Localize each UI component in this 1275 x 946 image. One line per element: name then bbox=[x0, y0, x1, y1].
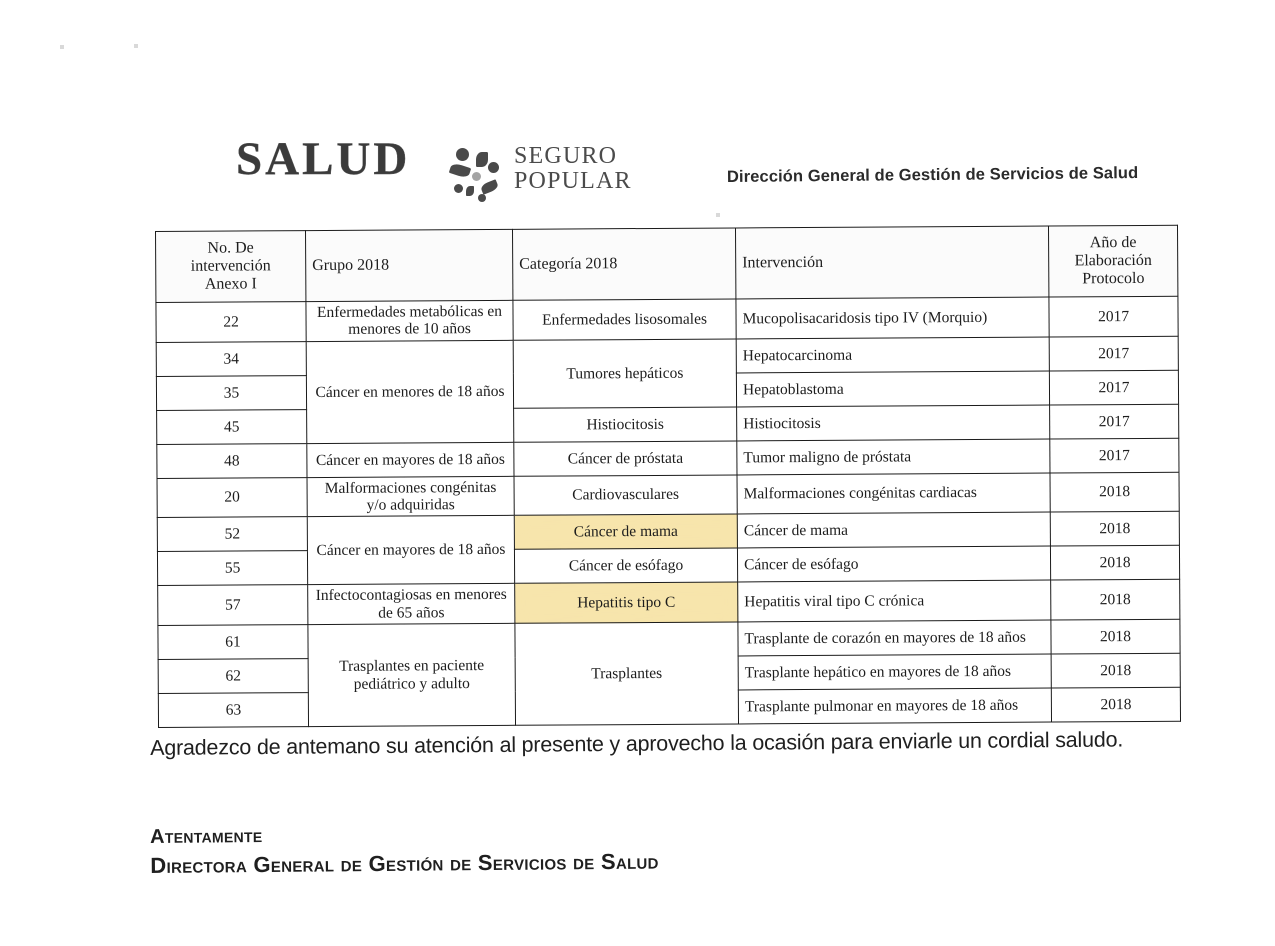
cell-numero-intervencion: 48 bbox=[157, 443, 307, 478]
cell-anio-protocolo: 2017 bbox=[1050, 438, 1179, 473]
header-numero-line1: No. De bbox=[207, 239, 254, 257]
column-header-intervencion: Intervención bbox=[735, 226, 1048, 299]
cell-numero-intervencion: 57 bbox=[158, 585, 308, 626]
cell-anio-protocolo: 2018 bbox=[1051, 619, 1180, 654]
column-header-anio bbox=[1048, 225, 1177, 297]
cell-grupo: Cáncer en menores de 18 años bbox=[306, 340, 514, 443]
cell-anio-protocolo: 2018 bbox=[1051, 687, 1180, 722]
interventions-table bbox=[155, 225, 1181, 728]
cell-anio-protocolo: 2017 bbox=[1049, 296, 1178, 337]
cell-categoria-highlighted: Cáncer de mama bbox=[514, 514, 737, 549]
seguro-popular-line1: SEGURO bbox=[514, 143, 618, 169]
cell-grupo: Cáncer en mayores de 18 años bbox=[307, 442, 514, 477]
cell-intervencion: Hepatitis viral tipo C crónica bbox=[738, 580, 1051, 622]
cell-numero-intervencion: 62 bbox=[158, 659, 308, 694]
cell-anio-protocolo: 2018 bbox=[1051, 580, 1180, 621]
closing-paragraph: Agradezco de antemano su atención al presente y aprovecho la ocasión para enviarle un cordial saludo. bbox=[150, 727, 1124, 760]
table-header-row bbox=[156, 225, 1178, 302]
signer-title-line: Directora General de Gestión de Servicios de Salud bbox=[150, 848, 659, 878]
atentamente-line: Atentamente bbox=[150, 825, 263, 848]
cell-numero-intervencion: 52 bbox=[157, 517, 307, 552]
cell-grupo: Trasplantes en paciente pediátrico y adulto bbox=[308, 623, 516, 726]
cell-anio-protocolo: 2018 bbox=[1050, 472, 1179, 513]
cell-intervencion: Histiocitosis bbox=[737, 405, 1050, 441]
cell-numero-intervencion: 63 bbox=[158, 693, 308, 728]
table-row bbox=[157, 472, 1179, 518]
column-header-grupo: Grupo 2018 bbox=[306, 229, 513, 301]
cell-intervencion: Tumor maligno de próstata bbox=[737, 439, 1050, 475]
header-numero-line3: Anexo I bbox=[204, 275, 257, 293]
interventions-table-wrapper bbox=[155, 225, 1180, 719]
table-row bbox=[158, 580, 1180, 626]
header-anio-line2: Elaboración bbox=[1074, 251, 1152, 270]
cell-numero-intervencion: 61 bbox=[158, 625, 308, 660]
cell-numero-intervencion: 34 bbox=[156, 341, 306, 376]
cell-intervencion: Trasplante de corazón en mayores de 18 años bbox=[738, 620, 1051, 656]
cell-grupo: Cáncer en mayores de 18 años bbox=[307, 516, 514, 585]
scan-speck bbox=[716, 213, 720, 217]
cell-intervencion: Hepatoblastoma bbox=[736, 371, 1049, 407]
direccion-general-title: Dirección General de Gestión de Servicios de Salud bbox=[726, 164, 1139, 186]
cell-anio-protocolo: 2018 bbox=[1050, 512, 1179, 547]
cell-numero-intervencion: 22 bbox=[156, 302, 306, 343]
cell-categoria: Histiocitosis bbox=[514, 407, 737, 442]
cell-numero-intervencion: 20 bbox=[157, 477, 307, 518]
cell-numero-intervencion: 45 bbox=[157, 409, 307, 444]
cell-grupo: Enfermedades metabólicas en menores de 10 años bbox=[306, 300, 513, 341]
cell-anio-protocolo: 2018 bbox=[1051, 653, 1180, 688]
cell-categoria: Trasplantes bbox=[515, 622, 739, 725]
cell-intervencion: Hepatocarcinoma bbox=[736, 337, 1049, 373]
cell-intervencion: Malformaciones congénitas cardiacas bbox=[737, 473, 1050, 515]
seguro-popular-logo-icon bbox=[448, 146, 510, 202]
column-header-categoria: Categoría 2018 bbox=[512, 228, 735, 300]
cell-anio-protocolo: 2018 bbox=[1050, 546, 1179, 581]
cell-intervencion: Trasplante pulmonar en mayores de 18 años bbox=[738, 688, 1051, 724]
scan-speck bbox=[134, 44, 138, 48]
cell-categoria: Tumores hepáticos bbox=[513, 339, 736, 408]
scan-speck bbox=[60, 45, 64, 49]
cell-anio-protocolo: 2017 bbox=[1049, 336, 1178, 371]
letterhead bbox=[0, 132, 1275, 210]
signature-block bbox=[150, 820, 659, 881]
cell-numero-intervencion: 55 bbox=[157, 551, 307, 586]
header-anio-line3: Protocolo bbox=[1082, 269, 1145, 288]
column-header-numero bbox=[156, 231, 306, 303]
cell-intervencion: Cáncer de esófago bbox=[737, 546, 1050, 582]
cell-intervencion: Cáncer de mama bbox=[737, 512, 1050, 548]
cell-anio-protocolo: 2017 bbox=[1049, 370, 1178, 405]
salud-wordmark: SALUD bbox=[236, 133, 411, 185]
cell-numero-intervencion: 35 bbox=[156, 375, 306, 410]
header-anio-line1: Año de bbox=[1089, 234, 1137, 252]
cell-grupo: Infectocontagiosas en menores de 65 años bbox=[308, 584, 515, 625]
cell-categoria: Cáncer de esófago bbox=[514, 548, 737, 583]
cell-intervencion: Trasplante hepático en mayores de 18 años bbox=[738, 654, 1051, 690]
cell-categoria: Enfermedades lisosomales bbox=[513, 299, 736, 340]
cell-intervencion: Mucopolisacaridosis tipo IV (Morquio) bbox=[736, 297, 1049, 339]
seguro-popular-wordmark bbox=[514, 144, 632, 194]
cell-categoria: Cardiovasculares bbox=[514, 475, 737, 516]
table-body bbox=[156, 296, 1181, 727]
cell-grupo: Malformaciones congénitas y/o adquiridas bbox=[307, 476, 514, 517]
cell-categoria-highlighted: Hepatitis tipo C bbox=[515, 582, 738, 623]
cell-anio-protocolo: 2017 bbox=[1050, 404, 1179, 439]
header-numero-line2: intervención bbox=[190, 257, 271, 275]
seguro-popular-line2: POPULAR bbox=[514, 168, 632, 194]
table-row bbox=[156, 296, 1178, 342]
cell-categoria: Cáncer de próstata bbox=[514, 441, 737, 476]
